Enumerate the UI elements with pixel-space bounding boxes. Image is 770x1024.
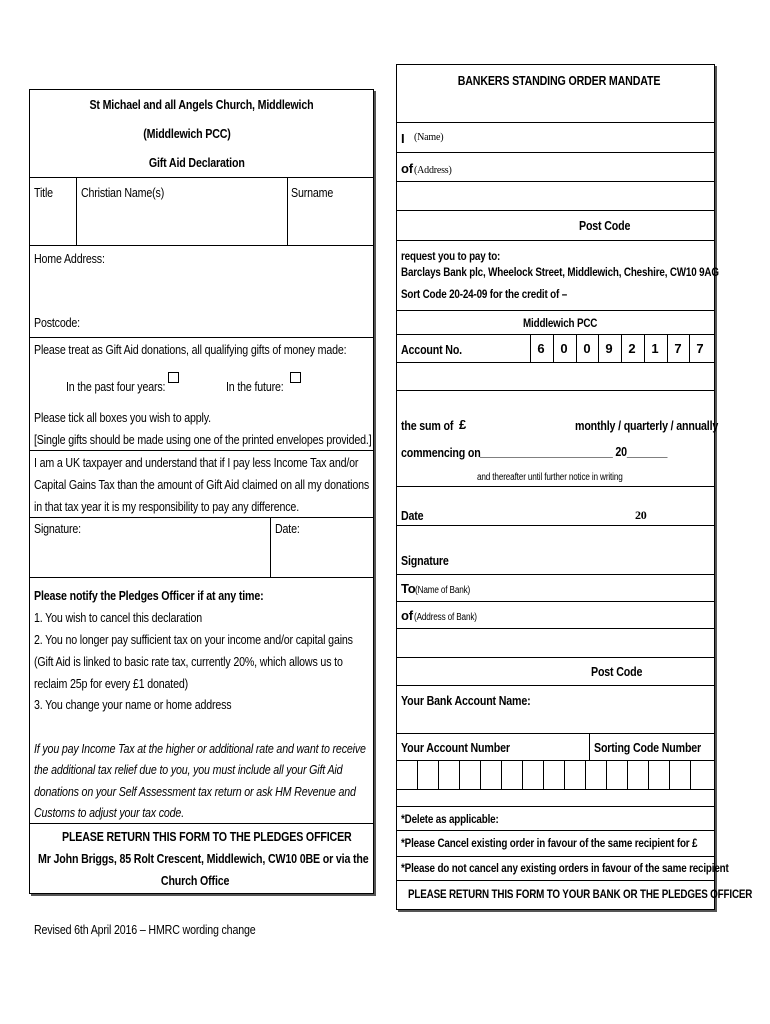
account-name-label: Your Bank Account Name: bbox=[401, 693, 531, 708]
bank-address-hint: (Address of Bank) bbox=[414, 612, 477, 623]
account-no-label: Account No. bbox=[401, 342, 462, 357]
revision-note: Revised 6th April 2016 – HMRC wording change bbox=[34, 922, 256, 937]
past-four-years-label: In the past four years: bbox=[66, 379, 166, 394]
bank-details: Barclays Bank plc, Wheelock Street, Middlewich, Cheshire, CW10 9AG bbox=[401, 265, 719, 279]
date-label-right: Date bbox=[401, 508, 424, 523]
commencing-field[interactable]: _______________________ 20_______ bbox=[480, 444, 668, 459]
request-label: request you to pay to: bbox=[401, 249, 501, 263]
date-field-right[interactable] bbox=[430, 500, 630, 522]
to-label: To bbox=[401, 581, 416, 596]
sorting-code-label: Sorting Code Number bbox=[594, 740, 702, 755]
church-office: Church Office bbox=[160, 873, 230, 888]
signature-field[interactable] bbox=[30, 538, 269, 576]
church-name: St Michael and all Angels Church, Middlewich bbox=[89, 97, 314, 112]
home-address-field[interactable] bbox=[30, 266, 373, 311]
signature-label-right: Signature bbox=[401, 553, 449, 568]
i-label: I bbox=[401, 131, 405, 146]
title-label: Title bbox=[34, 185, 53, 200]
signature-label: Signature: bbox=[34, 521, 81, 536]
notify-item-1: 1. You wish to cancel this declaration bbox=[34, 610, 202, 625]
gift-aid-statement: Please treat as Gift Aid donations, all qualifying gifts of money made: bbox=[34, 342, 347, 357]
bank-name-field[interactable] bbox=[480, 576, 714, 600]
higher-rate-line-2: the additional tax relief due to you, you must include all your Gift Aid bbox=[34, 762, 343, 777]
date-field[interactable] bbox=[271, 538, 373, 576]
pound-sign: £ bbox=[459, 417, 467, 432]
taxpayer-line-3: in that tax year it is my responsibility to pay any difference. bbox=[34, 499, 299, 514]
cancel-existing-option[interactable]: *Please Cancel existing order in favour of the same recipient for £ bbox=[401, 836, 698, 850]
tick-instruction: Please tick all boxes you wish to apply. bbox=[34, 410, 211, 425]
sorting-code-field[interactable] bbox=[586, 761, 714, 788]
higher-rate-line-1: If you pay Income Tax at the higher or additional rate and want to receive bbox=[34, 741, 366, 756]
notify-title: Please notify the Pledges Officer if at any time: bbox=[34, 588, 264, 603]
account-digit: 7 bbox=[674, 341, 682, 356]
sort-code: Sort Code 20-24-09 for the credit of – bbox=[401, 287, 568, 301]
of-label: of bbox=[401, 161, 413, 176]
pledges-officer-address: Mr John Briggs, 85 Rolt Crescent, Middlewich, CW10 0BE or via the bbox=[38, 851, 369, 866]
future-checkbox[interactable] bbox=[290, 372, 301, 383]
notify-item-2-detail-1: (Gift Aid is linked to basic rate tax, currently 20%, which allows us to bbox=[34, 654, 343, 669]
higher-rate-line-4: Customs to adjust your tax code. bbox=[34, 805, 184, 820]
account-number-label: Your Account Number bbox=[401, 740, 510, 755]
christian-name-label: Christian Name(s) bbox=[81, 185, 165, 200]
frequency-options[interactable]: monthly / quarterly / annually bbox=[575, 418, 719, 433]
surname-field[interactable] bbox=[288, 200, 373, 244]
sum-field[interactable] bbox=[470, 412, 570, 434]
bank-address-field[interactable] bbox=[490, 603, 714, 655]
christian-name-field[interactable] bbox=[77, 200, 286, 244]
past-four-years-checkbox[interactable] bbox=[168, 372, 179, 383]
address-hint: (Address) bbox=[414, 165, 452, 176]
single-gifts-note: [Single gifts should be made using one of the printed envelopes provided.] bbox=[34, 432, 372, 447]
home-address-label: Home Address: bbox=[34, 251, 105, 266]
sum-label: the sum of bbox=[401, 418, 454, 433]
do-not-cancel-option[interactable]: *Please do not cancel any existing orders in favour of the same recipient bbox=[401, 861, 729, 875]
account-digit: 1 bbox=[651, 341, 659, 356]
account-digit: 7 bbox=[696, 341, 704, 356]
taxpayer-line-2: Capital Gains Tax than the amount of Gift Aid claimed on all my donations bbox=[34, 477, 370, 492]
account-name-field[interactable] bbox=[520, 687, 714, 732]
higher-rate-line-3: donations on your Self Assessment tax return or ask HM Revenue and bbox=[34, 784, 356, 799]
notify-item-3: 3. You change your name or home address bbox=[34, 697, 232, 712]
future-label: In the future: bbox=[226, 379, 284, 394]
of-bank-label: of bbox=[401, 608, 413, 623]
taxpayer-line-1: I am a UK taxpayer and understand that if I pay less Income Tax and/or bbox=[34, 455, 359, 470]
postcode-label: Postcode: bbox=[34, 315, 80, 330]
commencing-label: commencing on bbox=[401, 445, 481, 460]
account-number-field[interactable] bbox=[397, 761, 584, 788]
surname-label: Surname bbox=[291, 185, 334, 200]
form-title: Gift Aid Declaration bbox=[148, 155, 245, 170]
date-year: 20 bbox=[635, 508, 647, 522]
account-digit: 9 bbox=[605, 341, 613, 356]
date-label: Date: bbox=[275, 521, 300, 536]
bank-name-hint: (Name of Bank) bbox=[415, 585, 471, 596]
account-digit: 6 bbox=[537, 341, 545, 356]
delete-note: *Delete as applicable: bbox=[401, 812, 499, 826]
signature-field-right[interactable] bbox=[460, 545, 710, 570]
name-hint: (Name) bbox=[414, 132, 444, 143]
account-digit: 0 bbox=[560, 341, 568, 356]
thereafter-note: and thereafter until further notice in writing bbox=[477, 472, 623, 483]
return-to-bank-note: PLEASE RETURN THIS FORM TO YOUR BANK OR THE PLEDGES OFFICER bbox=[408, 887, 753, 901]
notify-item-2: 2. You no longer pay sufficient tax on your income and/or capital gains bbox=[34, 632, 353, 647]
name-field[interactable] bbox=[450, 124, 714, 151]
post-code-label: Post Code bbox=[579, 218, 631, 233]
account-digit: 0 bbox=[583, 341, 591, 356]
payee-name: Middlewich PCC bbox=[523, 316, 598, 330]
account-digit: 2 bbox=[628, 341, 636, 356]
title-field[interactable] bbox=[30, 200, 75, 244]
notify-item-2-detail-2: reclaim 25p for every £1 donated) bbox=[34, 676, 188, 691]
pcc-name: (Middlewich PCC) bbox=[143, 126, 231, 141]
post-code-label-2: Post Code bbox=[591, 664, 643, 679]
mandate-title: BANKERS STANDING ORDER MANDATE bbox=[457, 73, 661, 88]
return-instruction: PLEASE RETURN THIS FORM TO THE PLEDGES OFFICER bbox=[62, 829, 352, 844]
